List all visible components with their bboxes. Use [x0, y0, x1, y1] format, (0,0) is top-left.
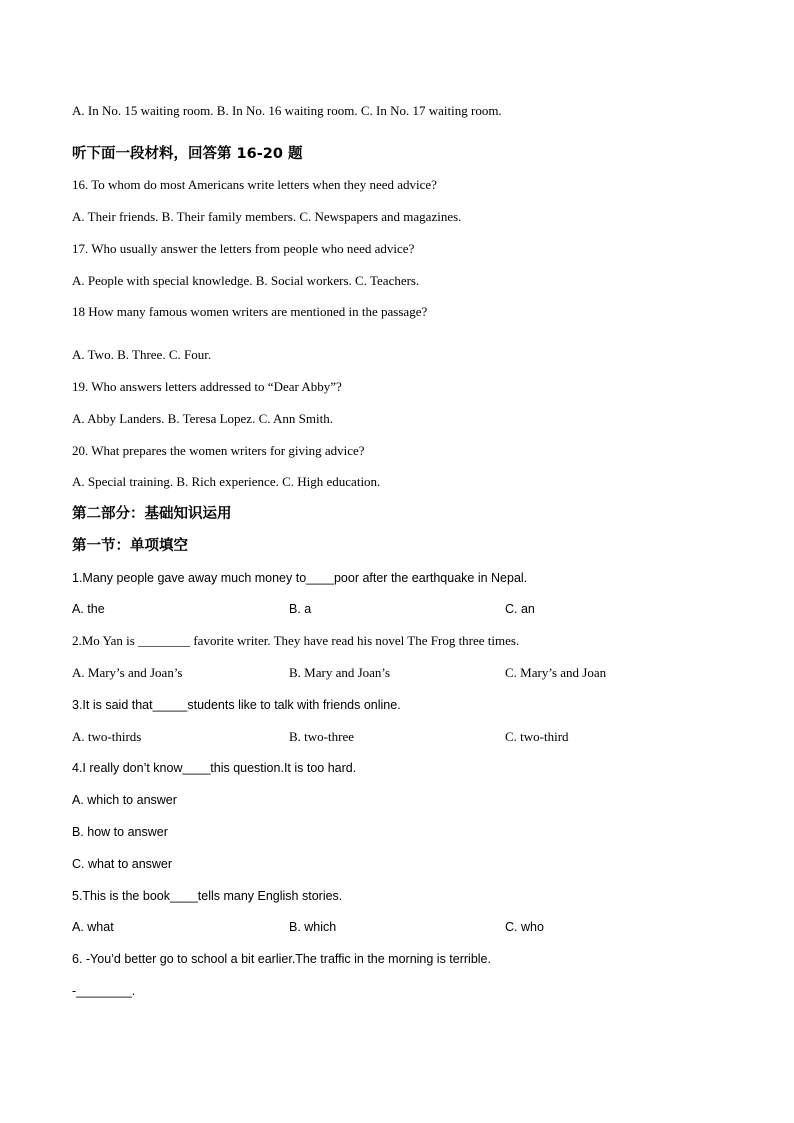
- q18-question: 18 How many famous women writers are mentioned in the passage?: [72, 304, 428, 319]
- q19-question: 19. Who answers letters addressed to “Dear Abby”?: [72, 379, 342, 394]
- q4-option-b: B. how to answer: [72, 825, 168, 839]
- q3-option-c: C. two-third: [505, 729, 569, 744]
- part2-title: 第二部分：基础知识运用: [72, 506, 232, 522]
- q2-option-c: C. Mary’s and Joan: [505, 665, 607, 680]
- q5-question: 5.This is the book____tells many English stories.: [72, 889, 343, 903]
- q4-option-c: C. what to answer: [72, 857, 173, 871]
- listening-section-title: 听下面一段材料，回答第 16-20 题: [72, 146, 303, 162]
- q2-question: 2.Mo Yan is ________ favorite writer. They have read his novel The Frog three times.: [72, 633, 520, 648]
- q6-question: 6. -You’d better go to school a bit earlier.The traffic in the morning is terrible.: [72, 952, 491, 966]
- q1-question: 1.Many people gave away much money to____poor after the earthquake in Nepal.: [72, 571, 528, 585]
- q15-options: A. In No. 15 waiting room. B. In No. 16 waiting room. C. In No. 17 waiting room.: [72, 103, 502, 118]
- q20-question: 20. What prepares the women writers for giving advice?: [72, 443, 365, 458]
- q3-option-a: A. two-thirds: [72, 729, 142, 744]
- q19-options: A. Abby Landers. B. Teresa Lopez. C. Ann Smith.: [72, 411, 333, 426]
- q5-option-b: B. which: [289, 920, 337, 934]
- q4-question: 4.I really don’t know____this question.It is too hard.: [72, 761, 357, 775]
- q2-option-b: B. Mary and Joan’s: [289, 665, 391, 680]
- q18-options: A. Two. B. Three. C. Four.: [72, 347, 212, 362]
- q5-option-c: C. who: [505, 920, 544, 934]
- q17-options: A. People with special knowledge. B. Social workers. C. Teachers.: [72, 273, 420, 288]
- q6-answer-blank: -________.: [72, 984, 136, 998]
- q3-option-b: B. two-three: [289, 729, 354, 744]
- q20-options: A. Special training. B. Rich experience. C. High education.: [72, 474, 381, 489]
- q1-option-b: B. a: [289, 602, 312, 616]
- q5-option-a: A. what: [72, 920, 114, 934]
- q16-question: 16. To whom do most Americans write letters when they need advice?: [72, 177, 437, 192]
- section1-title: 第一节：单项填空: [72, 538, 188, 554]
- q1-option-a: A. the: [72, 602, 105, 616]
- q16-options: A. Their friends. B. Their family members. C. Newspapers and magazines.: [72, 209, 462, 224]
- q3-question: 3.It is said that_____students like to talk with friends online.: [72, 698, 401, 712]
- q17-question: 17. Who usually answer the letters from people who need advice?: [72, 241, 415, 256]
- q4-option-a: A. which to answer: [72, 793, 177, 807]
- q1-option-c: C. an: [505, 602, 535, 616]
- q2-option-a: A. Mary’s and Joan’s: [72, 665, 183, 680]
